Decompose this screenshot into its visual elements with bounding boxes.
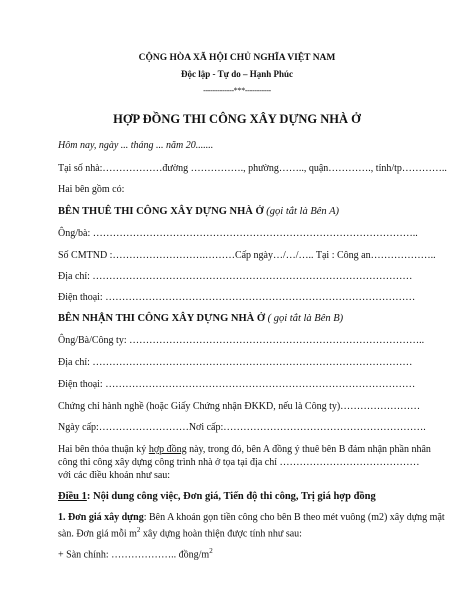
party-b-phone-field: Điện thoại: ………………………………………………………………………………… [58,379,416,390]
header-separator: -------------***----------- [203,86,271,95]
square-superscript: 2 [136,526,141,534]
article-1-item-1-line-2 [58,524,302,540]
main-floor-text: + Sàn chính: ……………….. đồng/m [58,549,210,561]
agreement-text-post: này, trong đó, bên A đồng ý thuê bên B đảm nhận phần nhân [186,444,431,455]
article-1-item-1-line-1 [58,511,445,524]
main-floor-superscript: 2 [209,547,213,555]
contract-link[interactable]: hợp đồng [148,444,187,455]
party-b-heading-note: ( gọi tắt là Bên B) [265,313,344,324]
party-a-heading-text: BÊN THUÊ THI CÔNG XÂY DỰNG NHÀ Ở [58,206,264,217]
location-line: Tại số nhà:………………đường ……………., phường…….., quận…………., tỉnh/tp………….. [58,163,447,174]
party-a-name-field: Ông/bà: …………………………………………………………………………………….. [58,228,418,239]
party-b-issue-field: Ngày cấp:………………………Nơi cấp:……………………………………………………. [58,422,426,433]
parties-line: Hai bên gồm có: [58,184,125,195]
agreement-line-2: công thi công xây dựng công trình nhà ở tọa tại địa chỉ …………………………………… [58,457,420,468]
article-1-title: : Nội dung công việc, Đơn giá, Tiến độ thi công, Trị giá hợp đồng [86,491,376,502]
party-a-phone-field: Điện thoại: ………………………………………………………………………………… [58,292,416,303]
unit-price-line2-pre: sàn. Đơn giá mỗi m [58,528,137,540]
article-1-heading [58,490,376,503]
party-a-heading-note: (gọi tắt là Bên A) [263,206,339,217]
party-a-heading [58,205,339,218]
nation-header: CỘNG HÒA XÃ HỘI CHỦ NGHĨA VIỆT NAM [138,53,336,63]
agreement-line-3: với các điều khoản như sau: [58,470,171,481]
party-b-heading-text: BÊN NHẬN THI CÔNG XÂY DỰNG NHÀ Ở [58,313,265,324]
unit-price-label: 1. Đơn giá xây dựng [58,512,144,523]
party-b-name-field: Ông/Bà/Công ty: …………………………………………………………………………….. [58,335,425,346]
party-b-heading [58,312,343,325]
party-a-id-field: Số CMTND :……………………….………Cấp ngày…/…/….. Tại : Công an……………….. [58,250,436,261]
party-a-address-field: Địa chỉ: …………………………………………………………………………………… [58,271,413,282]
party-b-license-field: Chứng chỉ hành nghề (hoặc Giấy Chứng nhận ĐKKD, nếu là Công ty)…………………… [58,401,421,412]
page-title: HỢP ĐỒNG THI CÔNG XÂY DỰNG NHÀ Ở [113,112,361,126]
date-line: Hôm nay, ngày ... tháng ... năm 20....... [58,140,214,151]
motto-line: Độc lập - Tự do – Hạnh Phúc [180,69,293,79]
agreement-line-1 [58,443,431,456]
unit-price-text: : Bên A khoán gọn tiền công cho bên B theo mét vuông (m2) xây dựng mặt [143,512,445,523]
article-1-label: Điều 1 [58,491,87,502]
unit-price-line2-post: xây dựng hoàn thiện được tính như sau: [140,528,302,540]
main-floor-line [58,545,213,561]
agreement-text-pre: Hai bên thỏa thuận ký [58,444,149,455]
party-b-address-field: Địa chỉ: …………………………………………………………………………………… [58,357,413,368]
